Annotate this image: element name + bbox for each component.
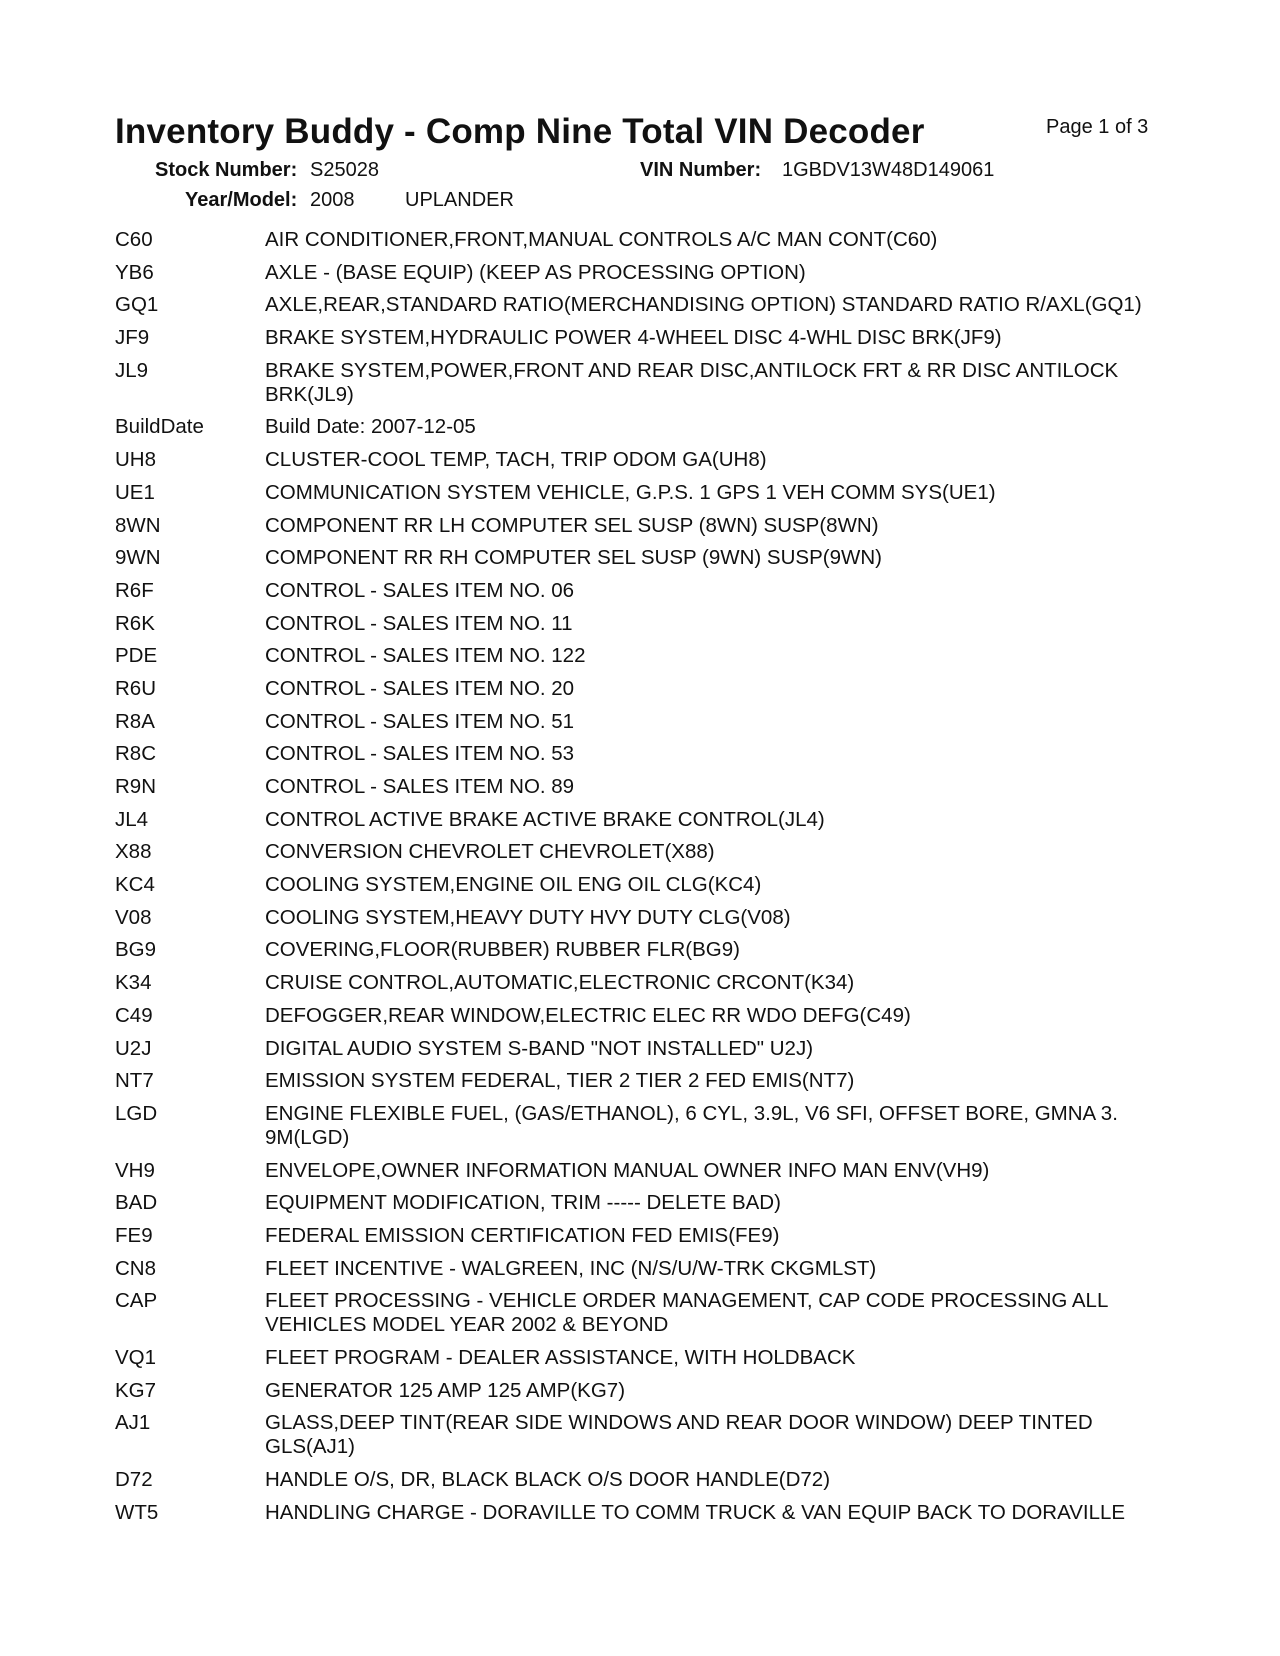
stock-number-value: S25028 <box>310 159 379 181</box>
option-code: UH8 <box>115 448 157 472</box>
option-code: R8A <box>115 709 155 733</box>
option-code: U2J <box>115 1036 152 1060</box>
option-description: FLEET PROGRAM - DEALER ASSISTANCE, WITH HOLDBACK <box>265 1346 856 1369</box>
option-code: BuildDate <box>115 415 204 439</box>
option-description: COVERING,FLOOR(RUBBER) RUBBER FLR(BG9) <box>265 938 740 962</box>
option-row <box>115 971 1165 995</box>
option-description: AIR CONDITIONER,FRONT,MANUAL CONTROLS A/C MAN CONT(C60) <box>265 228 938 251</box>
option-description: CONTROL - SALES ITEM NO. 122 <box>265 644 586 668</box>
option-row <box>115 359 1165 407</box>
option-description: FLEET PROCESSING - VEHICLE ORDER MANAGEMENT, CAP CODE PROCESSING ALL VEHICLES MODEL YEAR 2002 & BEYOND <box>265 1289 1108 1337</box>
option-code: VQ1 <box>115 1346 157 1369</box>
option-row <box>115 1191 1165 1215</box>
option-row <box>115 514 1165 538</box>
option-description: CLUSTER-COOL TEMP, TACH, TRIP ODOM GA(UH8) <box>265 448 767 472</box>
option-row <box>115 1289 1165 1337</box>
option-description: BRAKE SYSTEM,HYDRAULIC POWER 4-WHEEL DISC 4-WHL DISC BRK(JF9) <box>265 326 1002 350</box>
option-code: CAP <box>115 1289 158 1313</box>
option-row <box>115 677 1165 701</box>
option-code: BG9 <box>115 938 157 962</box>
option-code: D72 <box>115 1468 153 1492</box>
vin-number-value: 1GBDV13W48D149061 <box>782 159 995 181</box>
option-code: JL9 <box>115 358 149 382</box>
option-description: COMPONENT RR LH COMPUTER SEL SUSP (8WN) SUSP(8WN) <box>265 513 879 537</box>
option-code: PDE <box>115 644 158 668</box>
option-code: VH9 <box>115 1158 155 1182</box>
option-code: X88 <box>115 840 152 864</box>
option-row <box>115 1257 1165 1281</box>
option-row <box>115 710 1165 734</box>
option-code: UE1 <box>115 480 155 504</box>
option-description: COOLING SYSTEM,ENGINE OIL ENG OIL CLG(KC4) <box>265 873 762 897</box>
option-row <box>115 579 1165 603</box>
model-value: UPLANDER <box>405 189 514 211</box>
option-code: JF9 <box>115 326 150 350</box>
option-description: EQUIPMENT MODIFICATION, TRIM ----- DELETE BAD) <box>265 1191 781 1215</box>
option-code: 9WN <box>115 546 161 570</box>
option-description: AXLE,REAR,STANDARD RATIO(MERCHANDISING OPTION) STANDARD RATIO R/AXL(GQ1) <box>265 293 1142 317</box>
option-description: GLASS,DEEP TINT(REAR SIDE WINDOWS AND REAR DOOR WINDOW) DEEP TINTED GLS(AJ1) <box>265 1411 1093 1459</box>
option-code: R6K <box>115 611 155 635</box>
option-row <box>115 1159 1165 1183</box>
option-code: C49 <box>115 1003 153 1027</box>
page-indicator: Page 1 of 3 <box>1046 116 1149 138</box>
option-description: ENGINE FLEXIBLE FUEL, (GAS/ETHANOL), 6 CYL, 3.9L, V6 SFI, OFFSET BORE, GMNA 3. 9M(LGD) <box>265 1101 1118 1149</box>
option-description: CRUISE CONTROL,AUTOMATIC,ELECTRONIC CRCONT(K34) <box>265 971 855 995</box>
option-description: AXLE - (BASE EQUIP) (KEEP AS PROCESSING OPTION) <box>265 260 806 284</box>
option-description: CONTROL ACTIVE BRAKE ACTIVE BRAKE CONTROL(JL4) <box>265 807 825 831</box>
option-code: CN8 <box>115 1256 157 1280</box>
option-description: COMMUNICATION SYSTEM VEHICLE, G.P.S. 1 GPS 1 VEH COMM SYS(UE1) <box>265 480 996 504</box>
option-description: ENVELOPE,OWNER INFORMATION MANUAL OWNER INFO MAN ENV(VH9) <box>265 1158 990 1182</box>
option-description: DIGITAL AUDIO SYSTEM S-BAND "NOT INSTALLED" U2J) <box>265 1036 814 1060</box>
option-row <box>115 742 1165 766</box>
option-row <box>115 1379 1165 1403</box>
option-code: K34 <box>115 971 152 995</box>
option-code: JL4 <box>115 807 149 831</box>
option-description: CONTROL - SALES ITEM NO. 53 <box>265 742 575 766</box>
option-description: FEDERAL EMISSION CERTIFICATION FED EMIS(FE9) <box>265 1223 780 1247</box>
option-row <box>115 1224 1165 1248</box>
option-description: CONTROL - SALES ITEM NO. 51 <box>265 709 575 733</box>
option-description: CONTROL - SALES ITEM NO. 89 <box>265 775 575 798</box>
option-row <box>115 415 1165 439</box>
vin-number-label <box>640 159 761 182</box>
option-row <box>115 840 1165 864</box>
option-code: KG7 <box>115 1378 157 1402</box>
option-description: BRAKE SYSTEM,POWER,FRONT AND REAR DISC,ANTILOCK FRT & RR DISC ANTILOCK BRK(JL9) <box>265 358 1119 406</box>
option-code: NT7 <box>115 1069 154 1093</box>
option-row <box>115 1102 1165 1150</box>
option-code: R9N <box>115 775 157 798</box>
option-row <box>115 1501 1165 1525</box>
option-code: YB6 <box>115 260 154 284</box>
option-row <box>115 546 1165 570</box>
option-row <box>115 481 1165 505</box>
option-description: Build Date: 2007-12-05 <box>265 415 476 439</box>
option-row <box>115 1004 1165 1028</box>
option-description: CONTROL - SALES ITEM NO. 06 <box>265 578 575 602</box>
option-code: R8C <box>115 742 157 766</box>
option-row <box>115 612 1165 636</box>
option-row <box>115 1468 1165 1492</box>
option-code: 8WN <box>115 513 161 537</box>
option-code: WT5 <box>115 1500 159 1524</box>
option-row <box>115 228 1165 252</box>
year-label: Year/Model: <box>185 189 298 211</box>
option-description: CONTROL - SALES ITEM NO. 11 <box>265 611 573 635</box>
option-row <box>115 938 1165 962</box>
option-row <box>115 326 1165 350</box>
option-code: C60 <box>115 228 153 251</box>
stock-label: Stock Number: <box>155 159 298 181</box>
option-row <box>115 1069 1165 1093</box>
option-row <box>115 1411 1165 1459</box>
option-row <box>115 1346 1165 1370</box>
option-code: LGD <box>115 1101 158 1125</box>
option-code: BAD <box>115 1191 158 1215</box>
vin-label: VIN Number: <box>640 159 762 181</box>
option-row <box>115 906 1165 930</box>
option-description: EMISSION SYSTEM FEDERAL, TIER 2 TIER 2 FED EMIS(NT7) <box>265 1069 855 1093</box>
option-description: CONTROL - SALES ITEM NO. 20 <box>265 676 575 700</box>
option-code: V08 <box>115 905 152 929</box>
option-code: FE9 <box>115 1223 153 1247</box>
option-description: COOLING SYSTEM,HEAVY DUTY HVY DUTY CLG(V08) <box>265 905 791 929</box>
option-description: HANDLE O/S, DR, BLACK BLACK O/S DOOR HANDLE(D72) <box>265 1468 831 1492</box>
option-code: R6F <box>115 578 154 602</box>
option-row <box>115 448 1165 472</box>
year-model-label <box>185 189 297 212</box>
option-row <box>115 293 1165 317</box>
option-description: GENERATOR 125 AMP 125 AMP(KG7) <box>265 1378 626 1402</box>
option-row <box>115 644 1165 668</box>
option-row <box>115 808 1165 832</box>
stock-number-label <box>155 159 297 182</box>
option-code-list <box>115 228 1165 1533</box>
document-title: Inventory Buddy - Comp Nine Total VIN Decoder <box>115 112 925 151</box>
option-row <box>115 1037 1165 1061</box>
option-row <box>115 261 1165 285</box>
year-value: 2008 <box>310 189 355 211</box>
option-description: COMPONENT RR RH COMPUTER SEL SUSP (9WN) SUSP(9WN) <box>265 546 882 570</box>
option-code: AJ1 <box>115 1411 151 1435</box>
option-code: GQ1 <box>115 293 159 317</box>
option-description: FLEET INCENTIVE - WALGREEN, INC (N/S/U/W-TRK CKGMLST) <box>265 1256 877 1280</box>
option-description: DEFOGGER,REAR WINDOW,ELECTRIC ELEC RR WDO DEFG(C49) <box>265 1003 911 1027</box>
option-description: CONVERSION CHEVROLET CHEVROLET(X88) <box>265 840 715 864</box>
option-row <box>115 775 1165 799</box>
option-code: R6U <box>115 676 157 700</box>
option-row <box>115 873 1165 897</box>
option-description: HANDLING CHARGE - DORAVILLE TO COMM TRUCK & VAN EQUIP BACK TO DORAVILLE <box>265 1500 1126 1524</box>
option-code: KC4 <box>115 873 155 897</box>
